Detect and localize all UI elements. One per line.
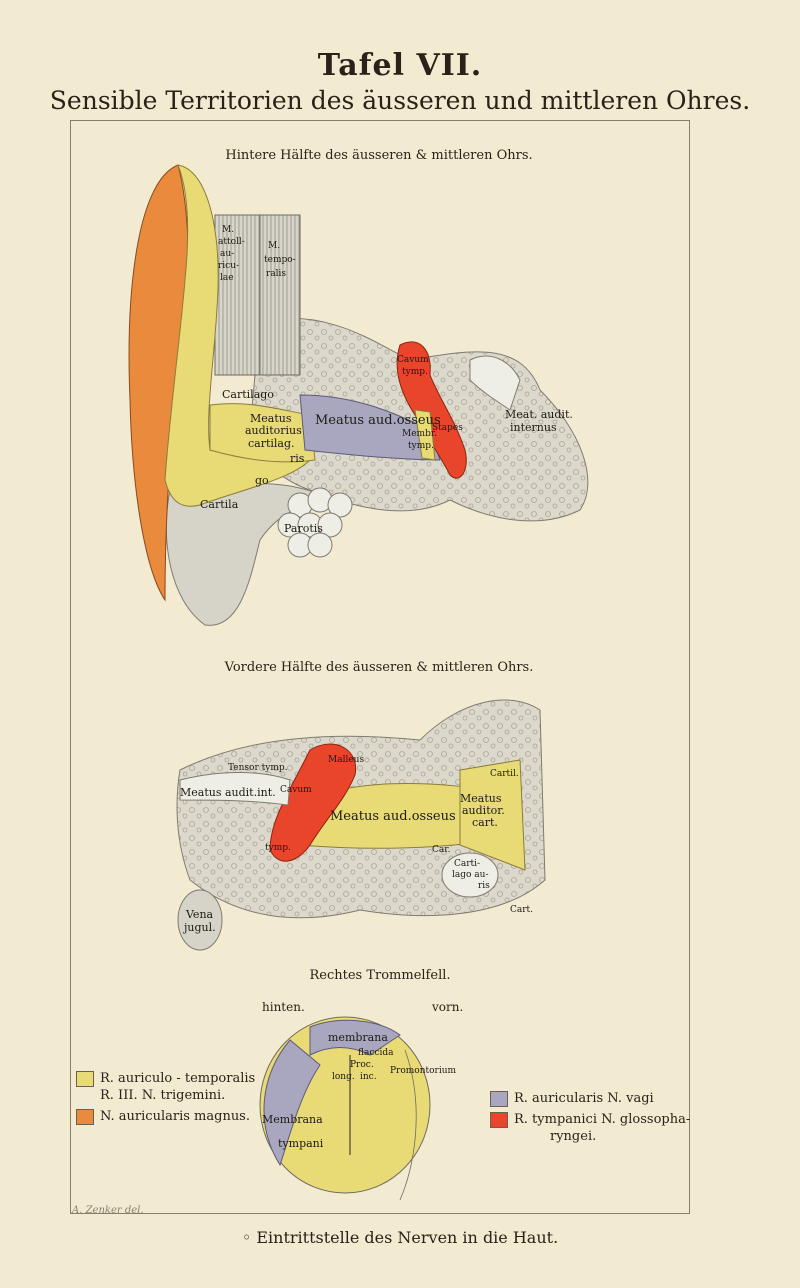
plate-title: Tafel VII. — [317, 48, 483, 83]
musculus-temporalis — [260, 215, 300, 375]
legend-text-2: N. auricularis magnus. — [100, 1109, 250, 1124]
label-m-temporalis-2: tempo- — [264, 255, 296, 265]
label-membrana-mid: Membrana — [262, 1113, 323, 1126]
label-cartilago-auris-3: ris — [478, 881, 490, 891]
fig2-caption: Vordere Hälfte des äusseren & mittleren Ohrs. — [224, 660, 534, 675]
plate-subtitle: Sensible Territorien des äusseren und mittleren Ohres. — [49, 86, 751, 115]
label-cavum-tymp-1: Cavum — [397, 355, 429, 365]
label-meatus-osseus-ant: Meatus aud.osseus — [330, 809, 456, 824]
label-meatus-cart-2: auditorius — [245, 424, 302, 437]
label-membr-tymp-1: Membr. — [402, 429, 438, 439]
label-vena-jugul-1: Vena — [186, 908, 214, 921]
label-m-attollens-2: attoll- — [218, 237, 245, 247]
footnote: ◦ Eintrittstelle des Nerven in die Haut. — [241, 1228, 559, 1247]
label-m-attollens-3: au- — [220, 249, 235, 259]
label-cartilago-lower: Cartila — [200, 498, 239, 511]
label-cartilago-go: go — [255, 474, 269, 487]
label-meatus-cart-3: cartilag. — [248, 437, 295, 450]
legend-right — [490, 1090, 690, 1145]
label-tympani: tympani — [278, 1137, 324, 1150]
label-cartilago-auris-1: Carti- — [454, 859, 481, 869]
legend-left — [76, 1070, 255, 1125]
label-cavum: Cavum — [280, 785, 312, 795]
label-m-temporalis-3: ralis — [266, 269, 287, 279]
fig2-diagram — [160, 680, 580, 960]
legend-text-3: R. auricularis N. vagi — [514, 1091, 654, 1106]
label-meatus-cart-ant-2: auditor. — [462, 804, 505, 817]
legend-item-trigeminus — [76, 1070, 255, 1104]
label-long: long. — [332, 1072, 355, 1082]
legend-item-magnus — [76, 1108, 255, 1125]
fig3-hinten: hinten. — [262, 1000, 305, 1014]
fig3-diagram — [250, 1015, 490, 1200]
legend-text-1b: R. III. N. trigemini. — [100, 1088, 226, 1103]
label-meatus-cart-ant-3: cart. — [472, 816, 498, 829]
fig1-diagram — [110, 160, 610, 640]
label-vena-jugul-2: jugul. — [184, 921, 216, 934]
swatch-vagus — [490, 1091, 508, 1107]
fig3-caption: Rechtes Trommelfell. — [309, 968, 451, 983]
legend-text-1a: R. auriculo - temporalis — [100, 1071, 256, 1086]
label-membr-tymp-2: tymp. — [408, 441, 434, 451]
label-stapes: Stapes — [432, 423, 463, 433]
swatch-trigeminus — [76, 1071, 94, 1087]
label-m-attollens-4: ricu- — [218, 261, 240, 271]
label-proc: Proc. — [350, 1060, 374, 1070]
label-m-temporalis-1: M. — [268, 241, 281, 251]
label-membrana-top: membrana — [328, 1031, 388, 1044]
label-cavum-tymp-2: tymp. — [402, 367, 428, 377]
label-meatus-cart-1: Meatus — [250, 412, 292, 425]
label-cartilago-auris-2: lago au- — [452, 870, 489, 880]
label-meatus-int: Meatus audit.int. — [180, 786, 276, 799]
label-meatus-cart-ant-1: Meatus — [460, 792, 502, 805]
swatch-glossopharyngeus — [490, 1112, 508, 1128]
label-meat-int-2: internus — [510, 421, 557, 434]
label-cart-lower: Cart. — [510, 905, 534, 915]
label-cartil: Cartil. — [490, 769, 519, 779]
legend-text-4a: R. tympanici N. glossopha- — [514, 1112, 691, 1127]
label-malleus: Malleus — [328, 755, 365, 765]
label-m-attollens-1: M. — [222, 225, 235, 235]
label-parotis: Parotis — [284, 522, 323, 535]
label-meat-int-1: Meat. audit. — [505, 408, 573, 421]
label-cartilago-ris: ris — [290, 452, 305, 465]
label-promontorium: Promontorium — [390, 1066, 457, 1076]
label-cartilago: Cartilago — [222, 388, 274, 401]
legend-item-vagus — [490, 1090, 690, 1107]
artist-signature: A. Zenker del. — [72, 1205, 144, 1216]
label-m-attollens-5: lae — [220, 273, 234, 283]
label-cart-small: Car. — [432, 845, 451, 855]
label-tymp: tymp. — [265, 843, 291, 853]
legend-item-glossopharyngeus — [490, 1111, 690, 1145]
label-flaccida: flaccida — [358, 1048, 394, 1058]
swatch-magnus — [76, 1109, 94, 1125]
label-meatus-osseus: Meatus aud.osseus — [315, 413, 441, 428]
legend-text-4b: ryngei. — [550, 1129, 597, 1144]
fig1-caption: Hintere Hälfte des äusseren & mittleren Ohrs. — [225, 148, 533, 163]
label-tensor-tymp: Tensor tymp. — [228, 763, 288, 773]
label-inc: inc. — [360, 1072, 377, 1082]
fig3-vorn: vorn. — [432, 1000, 464, 1014]
